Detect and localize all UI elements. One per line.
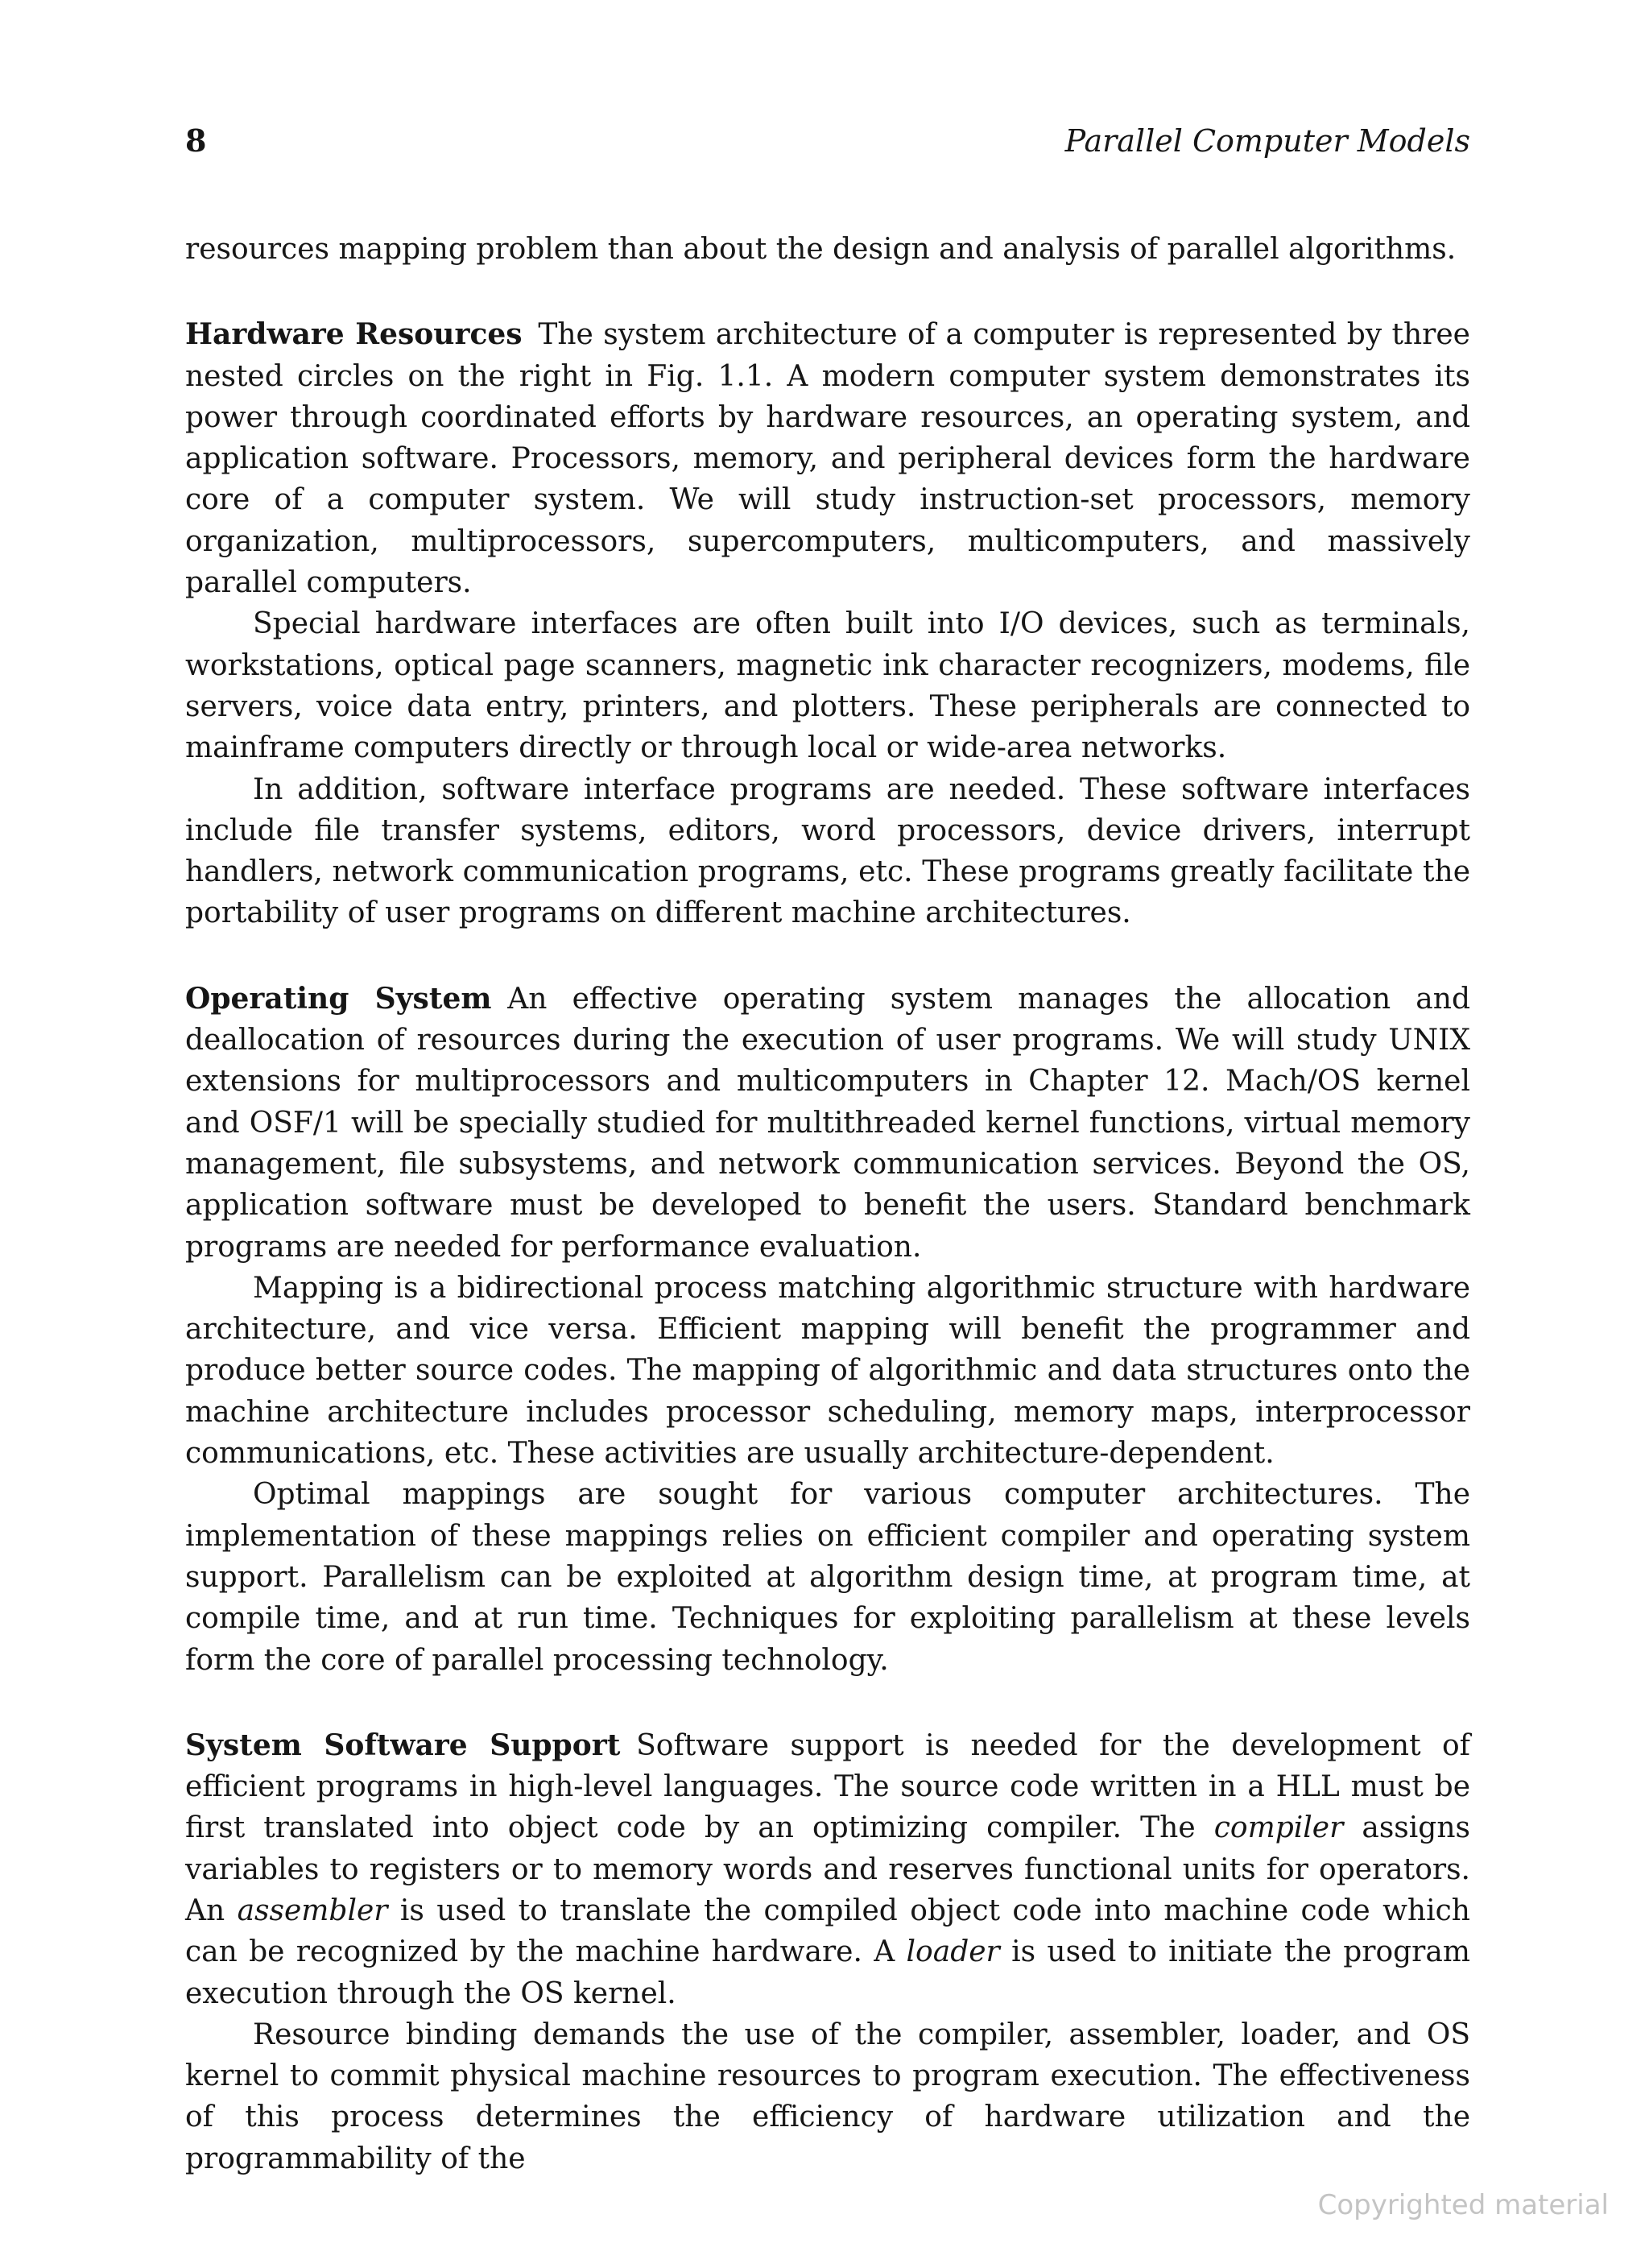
paragraph-text: The system architecture of a computer is represented by three nested circles on the right in Fig. 1.1. A modern computer system demonstrates its power through coordinated efforts by hardware resources, an operating system, and application software. Processors, memory, and peripheral devices form the hardware core of a computer system. We will study instruction-set processors, memory organization, multiprocessors, supercomputers, multicomputers, and massively parallel computers. — [185, 318, 1470, 600]
term-loader: loader — [906, 1935, 1000, 1969]
paragraph-text-d: is used to initiate the program execution through the OS kernel. — [185, 1935, 1470, 2010]
paragraph-hardware-interfaces: Special hardware interfaces are often built into I/O devices, such as terminals, workstations, optical page scanners, magnetic ink character recognizers, modems, file servers, voice data entry, printers, and plotters. These peripherals are connected to mainframe computers directly or through local or wide-area networks. — [185, 607, 1470, 765]
paragraph-operating-system — [185, 979, 1470, 1268]
paragraph-text-b: assigns variables to registers or to memory words and reserves functional units for operators. An — [185, 1811, 1470, 1927]
section-heading-hardware-resources: Hardware Resources — [185, 317, 523, 352]
section-heading-operating-system: Operating System — [185, 981, 492, 1016]
term-assembler: assembler — [237, 1893, 388, 1927]
body-text — [185, 229, 1470, 2179]
paragraph-continued: resources mapping problem than about the design and analysis of parallel algorithms. — [185, 233, 1457, 266]
paragraph-text: An effective operating system manages the allocation and deallocation of resources during the execution of user programs. We will study UNIX extensions for multiprocessors and multicomputers in Chapter 12. Mach/OS kernel and OSF/1 will be specially studied for multithreaded kernel functions, virtual memory management, file subsystems, and network communication services. Beyond the OS, application software must be developed to benefit the users. Standard benchmark programs are needed for performance evaluation. — [185, 982, 1470, 1264]
page-number: 8 — [185, 122, 207, 159]
paragraph-hardware-resources — [185, 314, 1470, 603]
paragraph-mapping: Mapping is a bidirectional process matching algorithmic structure with hardware architecture, and vice versa. Efficient mapping will benefit the programmer and produce better source codes. The mapping of algorithmic and data structures onto the machine architecture includes processor scheduling, memory maps, interprocessor communications, etc. These activities are usually architecture-dependent. — [185, 1271, 1470, 1471]
copyright-watermark: Copyrighted material — [1317, 2189, 1609, 2221]
paragraph-system-software-support — [185, 1725, 1470, 2014]
paragraph-software-interfaces: In addition, software interface programs are needed. These software interfaces include file transfer systems, editors, word processors, device drivers, interrupt handlers, network communication programs, etc. These programs greatly facilitate the portability of user programs on different machine architectures. — [185, 772, 1470, 930]
term-compiler: compiler — [1213, 1811, 1344, 1845]
running-title: Parallel Computer Models — [1064, 123, 1470, 159]
paragraph-text-c: is used to translate the compiled object code into machine code which can be recognized by the machine hardware. A — [185, 1893, 1470, 1969]
paragraph-optimal-mappings: Optimal mappings are sought for various computer architectures. The implementation of these mappings relies on efficient compiler and operating system support. Parallelism can be exploited at algorithm design time, at program time, at compile time, and at run time. Techniques for exploiting parallelism at these levels form the core of parallel processing technology. — [185, 1478, 1470, 1677]
paragraph-text-a: Software support is needed for the development of efficient programs in high-level languages. The source code written in a HLL must be first translated into object code by an optimizing compiler. The — [185, 1728, 1471, 1845]
paragraph-resource-binding: Resource binding demands the use of the compiler, assembler, loader, and OS kernel to commit physical machine resources to program execution. The effectiveness of this process determines the efficiency of hardware utilization and the programmability of the — [185, 2018, 1470, 2175]
section-heading-system-software-support: System Software Support — [185, 1728, 621, 1762]
